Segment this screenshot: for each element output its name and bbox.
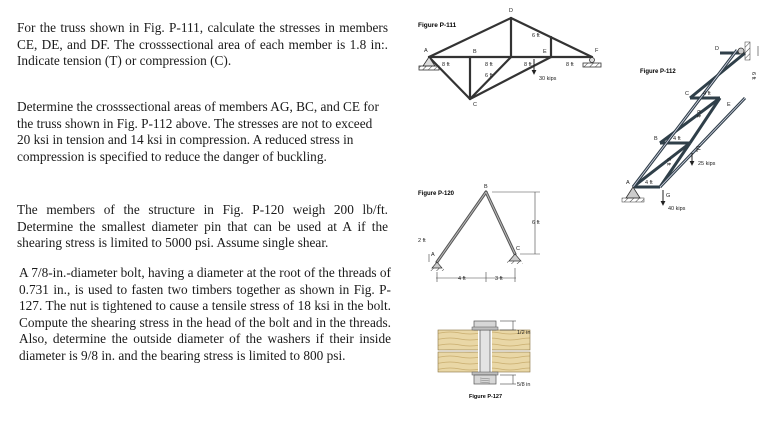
fig111-node-d: D [509, 8, 513, 14]
fig112-node-b: B [654, 136, 658, 142]
fig111-dim-p4: 8 ft [566, 62, 574, 68]
fig120-dim-w1: 4 ft [458, 276, 466, 282]
figure-p120-caption: Figure P-120 [418, 191, 455, 197]
fig111-dim-p3: 8 ft [524, 62, 532, 68]
fig111-node-f: F [595, 48, 599, 54]
fig112-node-d: D [715, 46, 719, 52]
figure-p127-caption: Figure P-127 [469, 394, 503, 400]
figure-p112 [622, 42, 758, 212]
figure-p127 [438, 321, 530, 400]
fig111-node-e: E [543, 49, 547, 55]
fig112-node-a: A [626, 180, 630, 186]
fig111-dim-bottom: 6 ft [485, 73, 493, 79]
fig112-load-g: 40 kips [668, 206, 686, 212]
fig120-dim-w2: 3 ft [495, 276, 503, 282]
fig112-dim-v1: 6 ft [750, 72, 756, 80]
figure-p120 [418, 184, 540, 282]
fig112-dim-v2: 6 ft [695, 110, 701, 118]
fig111-load-label: 30 kips [539, 76, 557, 82]
fig112-dim-h1: 4 ft [703, 91, 711, 97]
figure-p111 [418, 8, 601, 108]
fig111-dim-p2: 8 ft [485, 62, 493, 68]
problem-127-text: A 7/8-in.-diameter bolt, having a diameter at the root of the threads of 0.731 in., is used to fasten two timbers together as shown in Fig. P-127. The nut is tightened to cause a tensile stress of 18 ksi in the bolt. Compute the shearing stress in the head of the bolt and in the threads. Also, determine the outside diameter of the washers if their inside diameter is 9/8 in. and the bearing stress is limited to 800 psi. [19, 265, 391, 363]
fig112-node-g: G [666, 193, 671, 199]
fig120-dim-height: 6 ft [532, 220, 540, 226]
figure-p112-caption: Figure P-112 [640, 69, 676, 75]
figure-p111-caption: Figure P-111 [418, 22, 457, 29]
fig127-dim-bottom: 5/8 in [517, 382, 531, 388]
fig120-node-b: B [484, 184, 488, 190]
fig111-node-b: B [473, 49, 477, 55]
fig112-dim-h2: 4 ft [673, 136, 681, 142]
problem-111-text: For the truss shown in Fig. P-111, calculate the stresses in members CE, DE, and DF. The crosssectional area of each member is 1.8 in:. Indicate tension (T) or compression (C). [17, 20, 388, 69]
fig112-node-c: C [685, 91, 689, 97]
fig120-node-a: A [431, 252, 435, 258]
fig111-dim-top: 6 ft [532, 33, 540, 39]
fig120-node-c: C [516, 246, 520, 252]
fig112-node-e: E [727, 102, 731, 108]
fig111-node-c: C [473, 102, 477, 108]
fig112-dim-v3: 6 ft [665, 158, 671, 166]
fig111-node-a: A [424, 48, 428, 54]
problem-120-text: The members of the structure in Fig. P-120 weigh 200 lb/ft. Determine the smallest diameter pin that can be used at A if the shearing stress is limited to 5000 psi. Assume single shear. [17, 202, 388, 251]
fig111-dim-p1: 8 ft [442, 62, 450, 68]
problem-112-text: Determine the crosssectional areas of members AG, BC, and CE for the truss shown in Fig. P-112 above. The stresses are not to exceed 20 ksi in tension and 14 ksi in compression. A reduced stress in compression is specified to reduce the danger of buckling. [17, 99, 379, 164]
fig112-node-f: F [696, 145, 701, 154]
fig112-dim-h3: 4 ft [645, 180, 653, 186]
fig127-dim-top: 1/2 in [517, 330, 531, 336]
fig120-dim-left: 2 ft [418, 238, 426, 244]
fig112-load-f: 25 kips [698, 161, 716, 167]
